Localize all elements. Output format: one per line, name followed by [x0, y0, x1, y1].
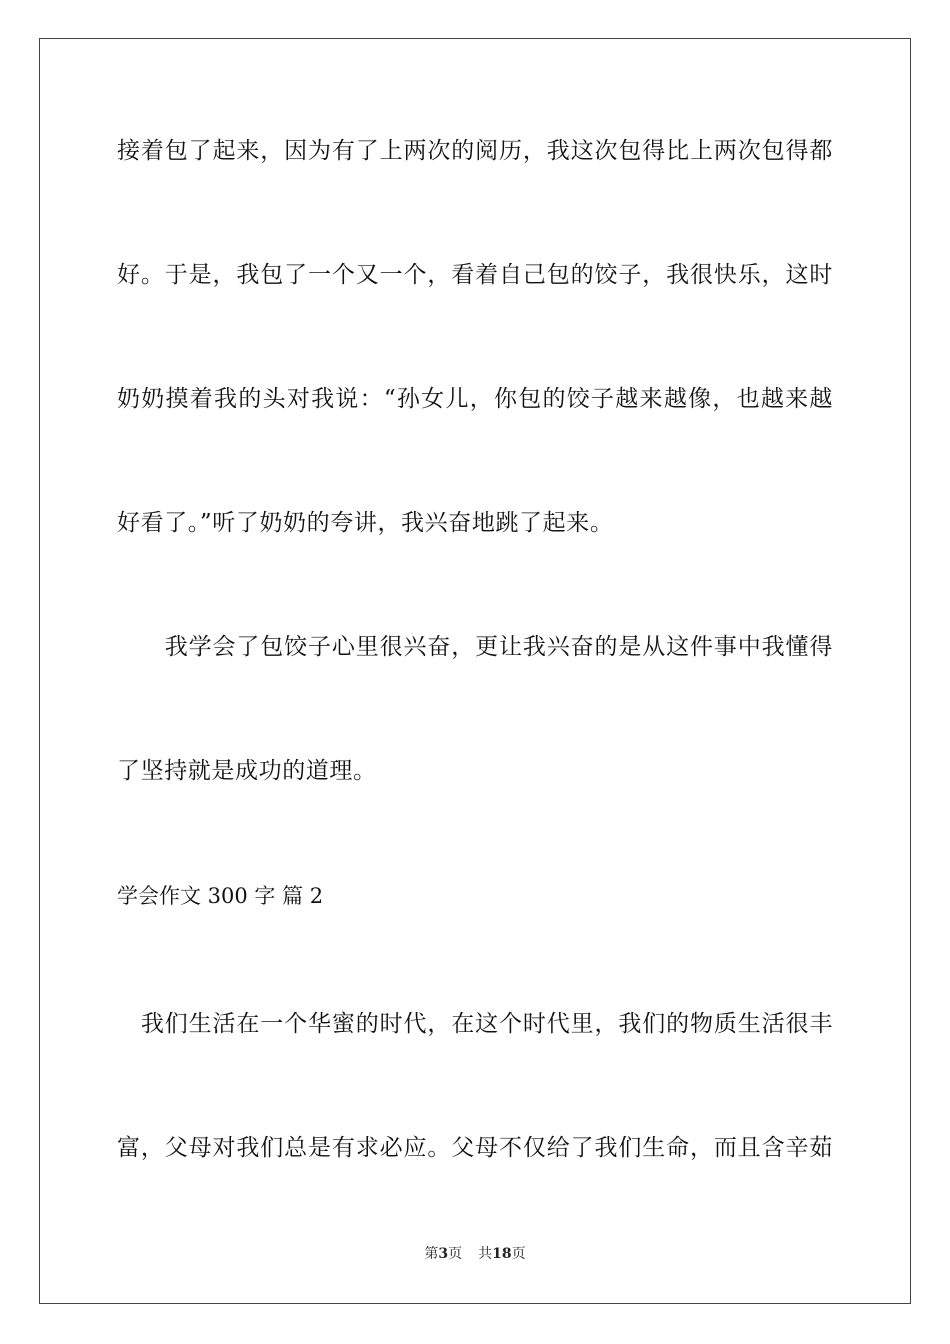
footer-prefix: 第 — [424, 1246, 439, 1262]
body-line-4: 好看了。”听了奶奶的夸讲，我兴奋地跳了起来。 — [117, 510, 614, 536]
body-line-6: 了坚持就是成功的道理。 — [117, 758, 377, 784]
footer-page-number: 3 — [438, 1246, 449, 1262]
body-line-7: 我们生活在一个华蜜的时代，在这个时代里，我们的物质生活很丰 — [117, 1011, 833, 1037]
body-line-3: 奶奶摸着我的头对我说：“孙女儿，你包的饺子越来越像，也越来越 — [117, 386, 833, 412]
body-line-2: 好。于是，我包了一个又一个，看着自己包的饺子，我很快乐，这时 — [117, 262, 833, 288]
footer-total-suffix: 页 — [511, 1246, 526, 1262]
page-border — [39, 38, 911, 1304]
body-line-5: 我学会了包饺子心里很兴奋，更让我兴奋的是从这件事中我懂得 — [117, 634, 833, 660]
footer-total-pages: 18 — [492, 1246, 512, 1262]
footer-total-prefix: 共 — [478, 1246, 493, 1262]
footer-page-suffix: 页 — [448, 1246, 463, 1262]
page-footer — [0, 1245, 950, 1263]
body-line-1: 接着包了起来，因为有了上两次的阅历，我这次包得比上两次包得都 — [117, 138, 833, 164]
section-heading: 学会作文 300 字 篇 2 — [117, 884, 324, 908]
body-line-8: 富，父母对我们总是有求必应。父母不仅给了我们生命，而且含辛茹 — [117, 1135, 833, 1161]
